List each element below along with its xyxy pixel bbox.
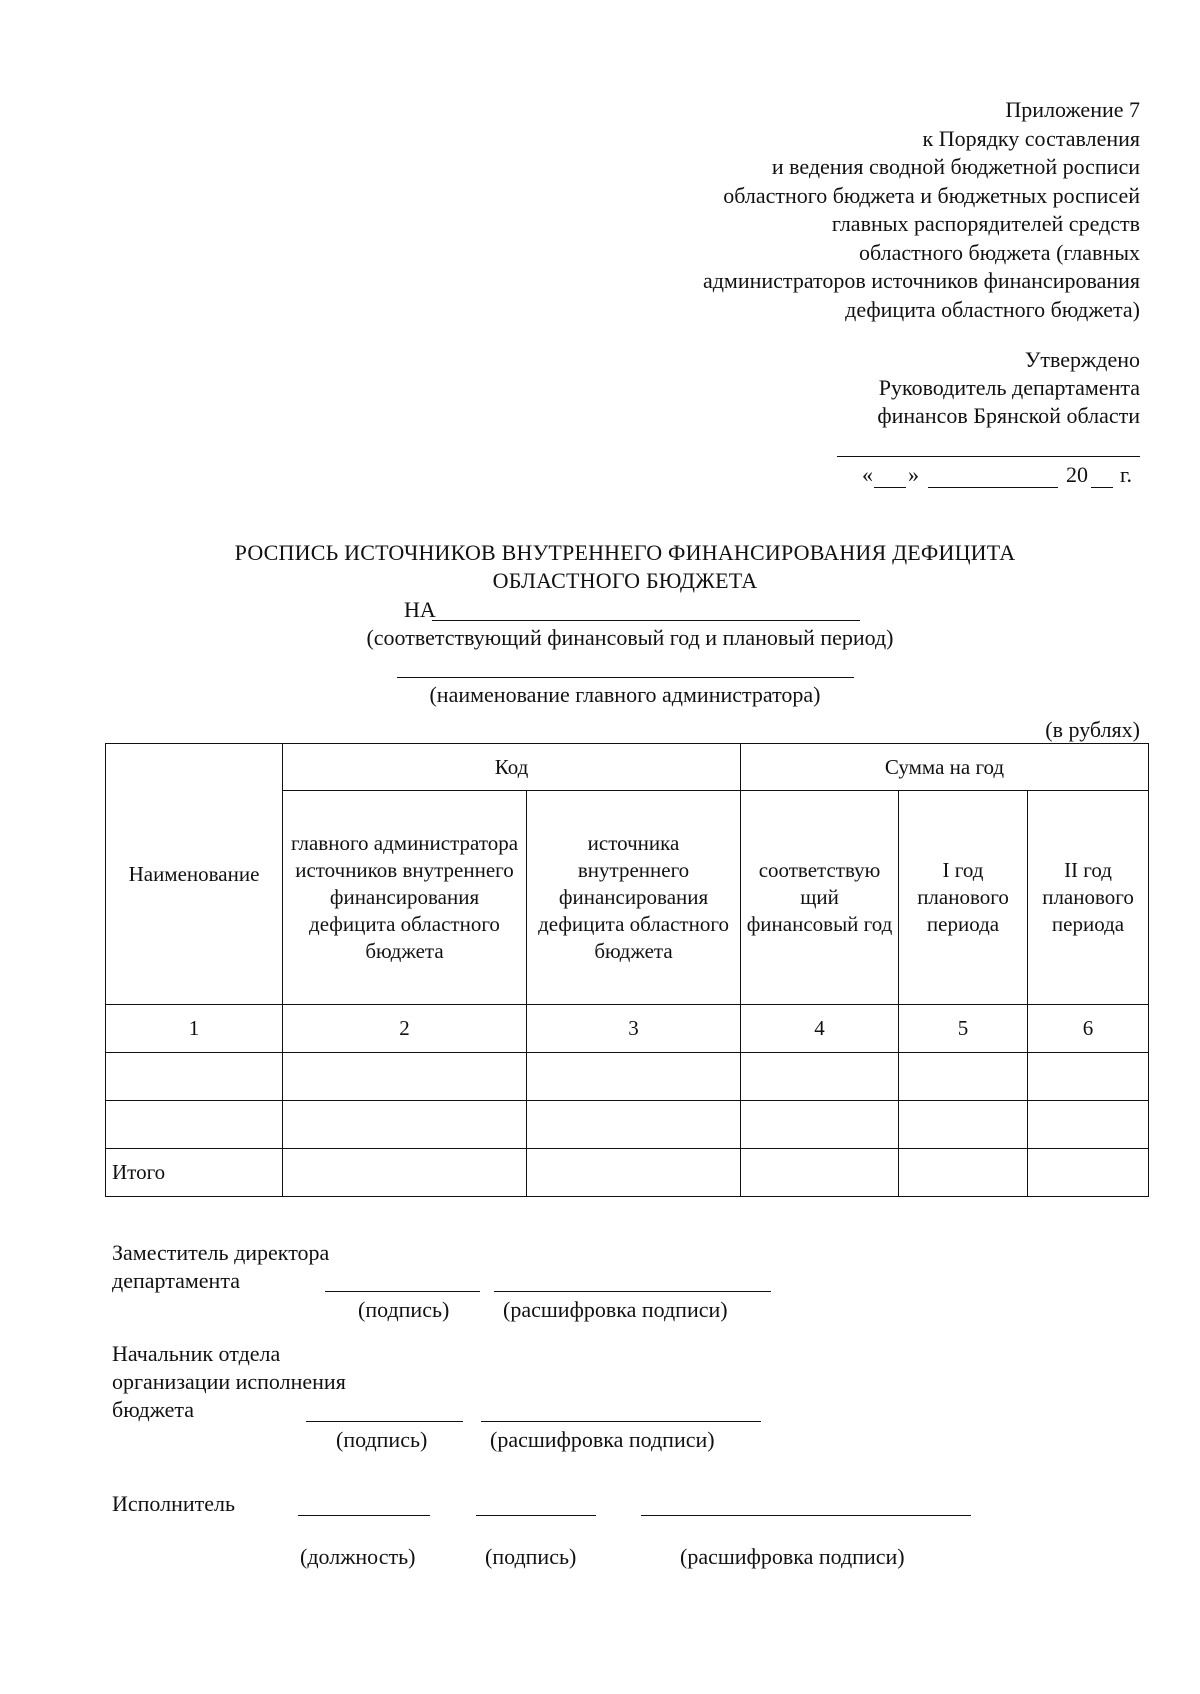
table-cell[interactable]: [741, 1053, 899, 1101]
table-cell[interactable]: [1028, 1149, 1149, 1197]
executor-decode-line: [641, 1515, 971, 1516]
executor-position-caption: (должность): [300, 1544, 416, 1569]
head-decode-caption: (расшифровка подписи): [490, 1427, 715, 1452]
table-cell[interactable]: [899, 1101, 1028, 1149]
table-cell[interactable]: [741, 1101, 899, 1149]
table-cell[interactable]: [1028, 1053, 1149, 1101]
approval-date: [862, 460, 1142, 490]
approval-block: [720, 346, 1140, 430]
approval-line: финансов Брянской области: [877, 403, 1140, 428]
table-row: [106, 1101, 1149, 1149]
column-number: 6: [1028, 1005, 1149, 1053]
column-number: 3: [527, 1005, 741, 1053]
admin-caption: (наименование главного администратора): [429, 682, 821, 707]
document-title-line-1: РОСПИСЬ ИСТОЧНИКОВ ВНУТРЕННЕГО ФИНАНСИРОВАНИЯ ДЕФИЦИТА: [234, 540, 1016, 565]
approval-line: Руководитель департамента: [878, 375, 1140, 400]
year-prefix: 20: [1066, 462, 1088, 487]
column-numbers-row: [106, 1005, 1149, 1053]
period-caption: (соответствующий финансовый год и плановый период): [366, 625, 894, 650]
head-title-line-3: бюджета: [112, 1397, 195, 1422]
year-suffix: г.: [1120, 462, 1133, 487]
head-title-line-1: Начальник отдела: [112, 1341, 281, 1366]
date-open-quote: «: [862, 462, 873, 487]
document-title-line-2: ОБЛАСТНОГО БЮДЖЕТА: [492, 568, 758, 593]
table-cell[interactable]: [106, 1101, 283, 1149]
header-code-group: Код: [283, 744, 741, 791]
approval-signature-line: [837, 456, 1140, 457]
table-cell[interactable]: [283, 1101, 527, 1149]
table-cell[interactable]: [106, 1053, 283, 1101]
deputy-title-line-1: Заместитель директора: [112, 1240, 330, 1265]
year-blank: [1091, 487, 1113, 488]
for-label: НА: [404, 597, 436, 622]
appendix-line: к Порядку составления: [922, 125, 1140, 151]
table-cell[interactable]: [1028, 1101, 1149, 1149]
deputy-signature-caption: (подпись): [358, 1297, 450, 1322]
deputy-signature-line: [325, 1291, 480, 1292]
appendix-line: областного бюджета и бюджетных росписей: [723, 182, 1140, 208]
table-row: [106, 1053, 1149, 1101]
header-plan-year-1: I год планового периода: [899, 791, 1028, 1005]
column-number: 5: [899, 1005, 1028, 1053]
header-admin-code: главного администратора источников внутреннего финансирования дефицита областного бюджета: [283, 791, 527, 1005]
executor-position-line: [298, 1515, 430, 1516]
column-number: 4: [741, 1005, 899, 1053]
column-number: 1: [106, 1005, 283, 1053]
header-name: Наименование: [106, 744, 283, 1005]
units-label: (в рублях): [1045, 717, 1140, 742]
total-label: Итого: [106, 1149, 283, 1197]
header-current-year: соответствую щий финансовый год: [741, 791, 899, 1005]
period-blank-line: [432, 620, 860, 621]
head-signature-caption: (подпись): [336, 1427, 428, 1452]
header-sum-group: Сумма на год: [741, 744, 1149, 791]
appendix-header: [580, 96, 1140, 324]
head-signature-line: [306, 1421, 463, 1422]
executor-signature-line: [476, 1515, 596, 1516]
financing-sources-table: [105, 743, 1149, 1197]
deputy-decode-line: [494, 1291, 771, 1292]
appendix-line: Приложение 7: [1005, 97, 1140, 122]
table-cell[interactable]: [283, 1053, 527, 1101]
admin-blank-line: [397, 677, 854, 678]
deputy-decode-caption: (расшифровка подписи): [503, 1297, 728, 1322]
header-source-code: источника внутреннего финансирования дефицита областного бюджета: [527, 791, 741, 1005]
deputy-title-line-2: департамента: [112, 1268, 240, 1293]
table-cell[interactable]: [741, 1149, 899, 1197]
column-number: 2: [283, 1005, 527, 1053]
appendix-line: областного бюджета (главных: [859, 239, 1140, 265]
table-header-row: [106, 744, 1149, 791]
executor-signature-caption: (подпись): [485, 1544, 577, 1569]
table-cell[interactable]: [283, 1149, 527, 1197]
table-cell[interactable]: [899, 1053, 1028, 1101]
head-decode-line: [481, 1421, 761, 1422]
head-title-line-2: организации исполнения: [112, 1369, 346, 1394]
appendix-line: главных распорядителей средств: [831, 211, 1140, 236]
appendix-line: и ведения сводной бюджетной росписи: [771, 154, 1140, 179]
appendix-line: администраторов источников финансирования: [702, 268, 1140, 293]
total-row: [106, 1149, 1149, 1197]
executor-label: Исполнитель: [112, 1491, 236, 1516]
table-cell[interactable]: [527, 1053, 741, 1101]
table-cell[interactable]: [899, 1149, 1028, 1197]
executor-decode-caption: (расшифровка подписи): [680, 1544, 905, 1569]
header-plan-year-2: II год планового периода: [1028, 791, 1149, 1005]
appendix-line: дефицита областного бюджета): [845, 296, 1140, 322]
day-blank: [874, 487, 906, 488]
table-cell[interactable]: [527, 1101, 741, 1149]
table-cell[interactable]: [527, 1149, 741, 1197]
date-close-quote: »: [908, 462, 919, 487]
month-blank: [928, 487, 1058, 488]
approval-line: Утверждено: [1024, 347, 1140, 372]
